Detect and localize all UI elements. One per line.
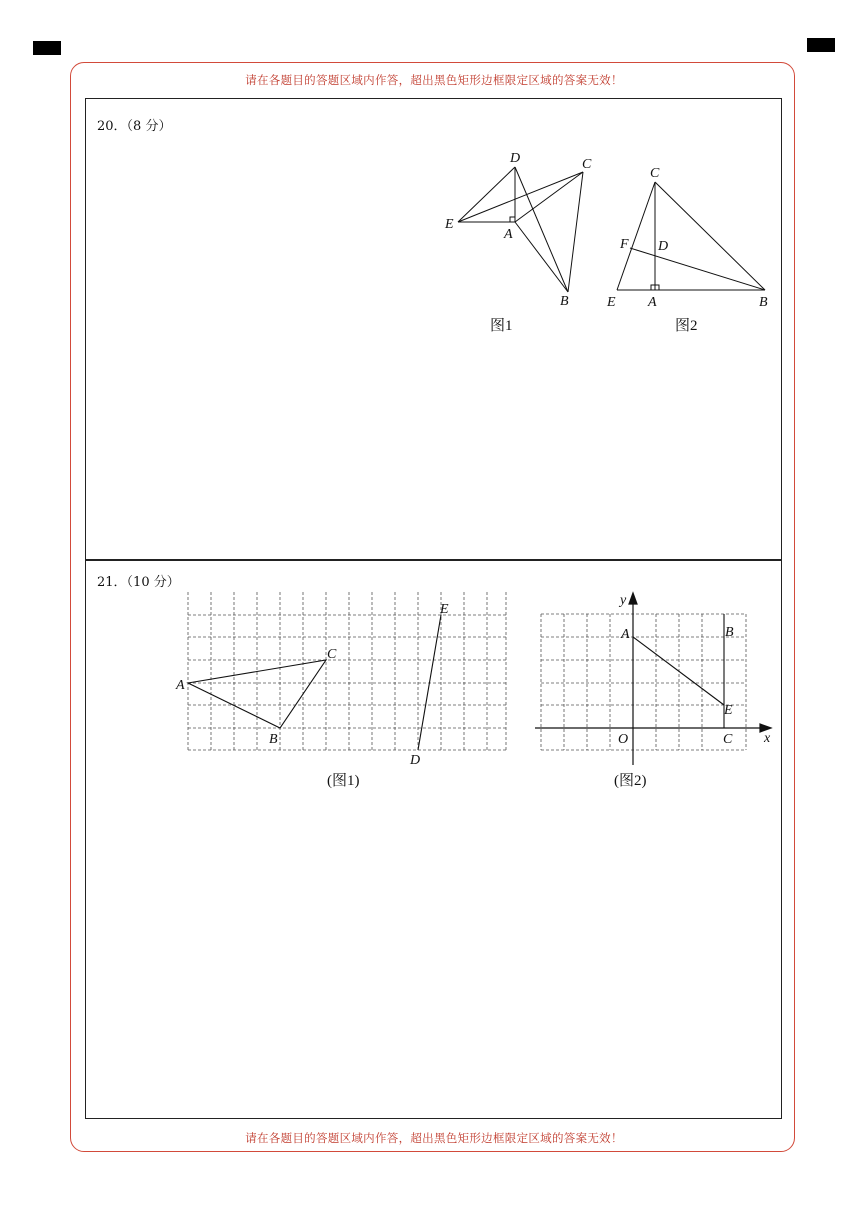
q20-f2-point-E: E [607, 295, 616, 310]
q21-figure-2-shapes [633, 614, 724, 728]
q20-f1-point-B: B [560, 294, 569, 309]
q21-fig1-caption: (图1) [327, 773, 360, 789]
q20-f2-point-D: D [658, 239, 669, 254]
q20-f1-point-A: A [504, 227, 513, 242]
q21-figure-1-grid [188, 592, 506, 750]
q21-f2-point-B: B [725, 625, 734, 640]
q21-label: 21．（10 分） [97, 575, 180, 590]
q20-figure-1 [458, 167, 583, 292]
q20-figure-2 [617, 182, 765, 290]
q21-f1-point-B: B [269, 732, 278, 747]
q21-f2-point-A: A [621, 627, 630, 642]
q21-f1-point-A: A [176, 678, 185, 693]
q20-fig1-caption: 图1 [490, 318, 513, 334]
q20-fig2-caption: 图2 [675, 318, 698, 334]
q21-f1-point-E: E [440, 602, 449, 617]
q20-f2-point-C: C [650, 166, 660, 181]
q20-f2-point-A: A [648, 295, 657, 310]
q20-label: 20．（8 分） [97, 119, 172, 134]
q21-f2-point-O: O [618, 732, 629, 747]
q21-f2-point-C: C [723, 732, 733, 747]
q21-f1-point-D: D [410, 753, 421, 768]
q21-f2-axis-y: y [620, 593, 627, 608]
q20-f1-point-E: E [445, 217, 454, 232]
q21-f2-axis-x: x [764, 731, 771, 746]
q21-figure-1-shapes [188, 615, 441, 750]
q21-fig2-caption: (图2) [614, 773, 647, 789]
q20-f1-point-D: D [510, 151, 521, 166]
q20-f2-point-B: B [759, 295, 768, 310]
q21-figure-2-grid [541, 614, 746, 750]
q21-figure-2-axes [535, 593, 771, 765]
q21-f1-point-C: C [327, 647, 337, 662]
q20-f1-point-C: C [582, 157, 592, 172]
q21-f2-point-E: E [724, 703, 733, 718]
warning-top: 请在各题目的答题区域内作答，超出黑色矩形边框限定区域的答案无效！ [245, 73, 623, 87]
warning-bottom: 请在各题目的答题区域内作答，超出黑色矩形边框限定区域的答案无效！ [245, 1131, 623, 1145]
q20-f2-point-F: F [620, 237, 629, 252]
